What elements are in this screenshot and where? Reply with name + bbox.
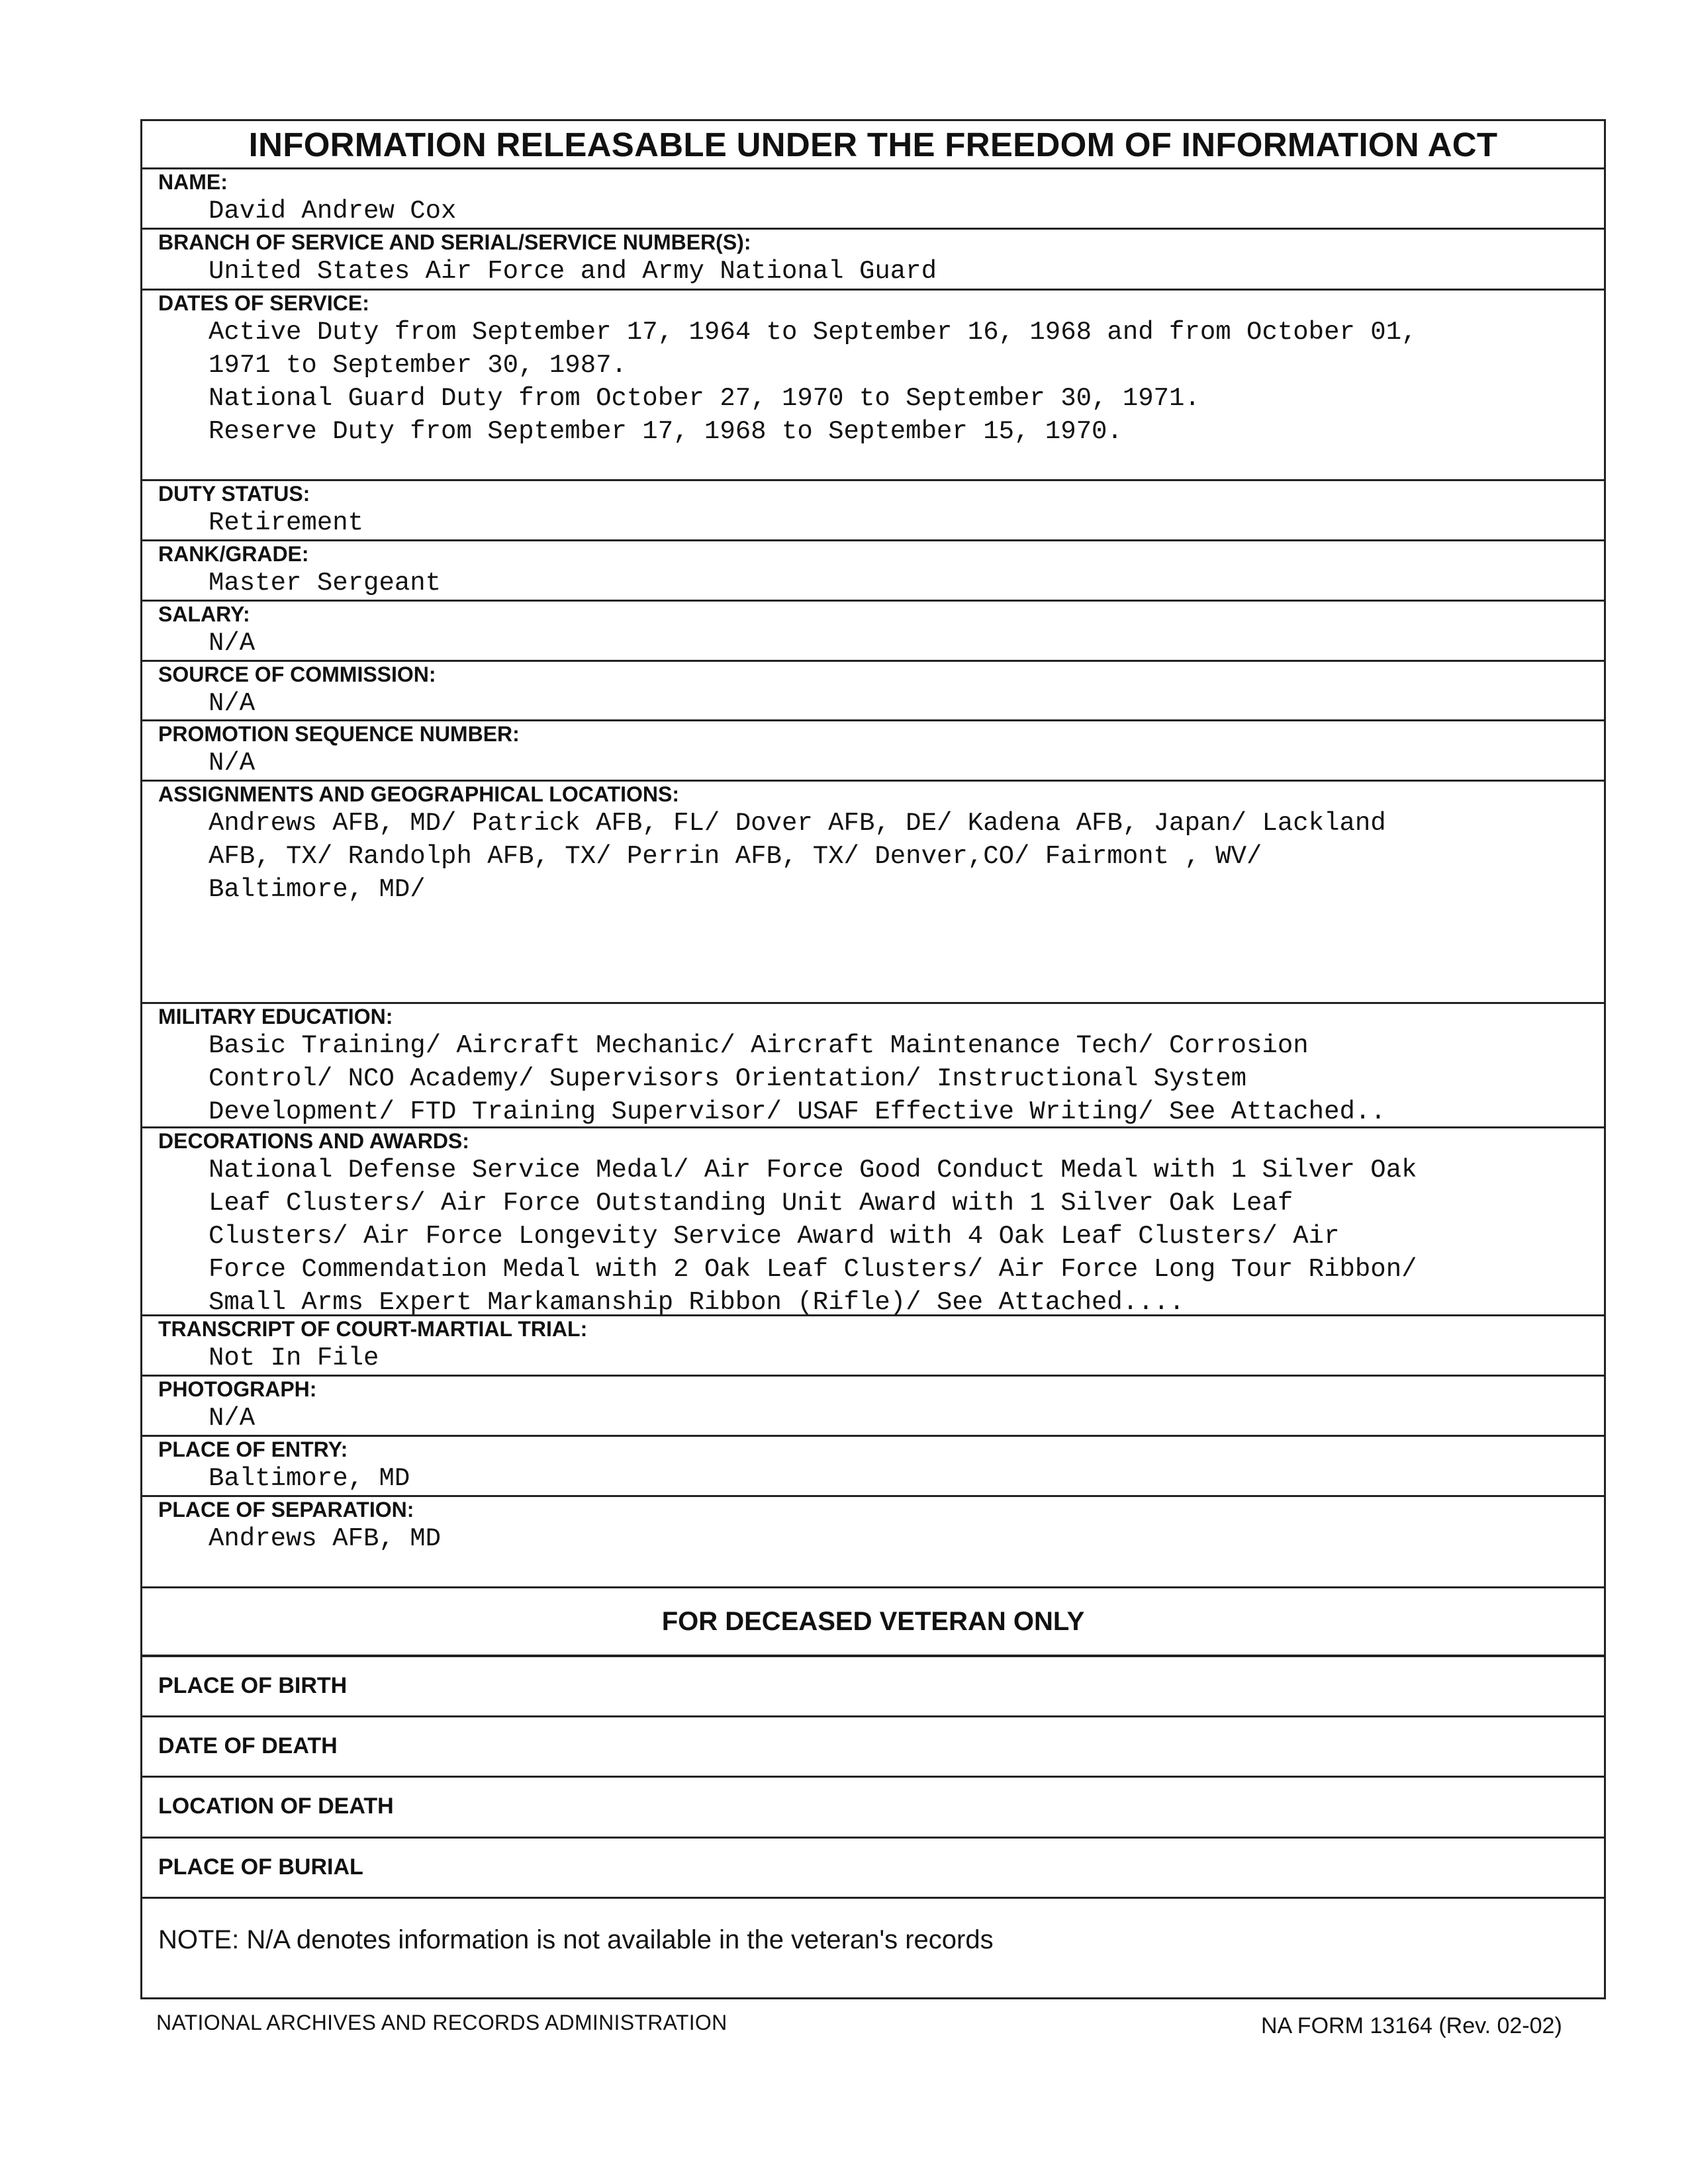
dates-line: National Guard Duty from October 27, 1970 to September 30, 1971. xyxy=(209,384,1200,413)
decorations-line: Clusters/ Air Force Longevity Service Award with 4 Oak Leaf Clusters/ Air xyxy=(209,1222,1340,1251)
place-of-entry-label: PLACE OF ENTRY: xyxy=(158,1437,348,1461)
decorations-line: Leaf Clusters/ Air Force Outstanding Unit Award with 1 Silver Oak Leaf xyxy=(209,1189,1293,1218)
education-section xyxy=(142,1004,1604,1128)
date-of-death-section xyxy=(142,1717,1604,1778)
branch-section xyxy=(142,230,1604,291)
duty-status-label: DUTY STATUS: xyxy=(158,482,310,506)
decorations-line: Force Commendation Medal with 2 Oak Leaf Clusters/ Air Force Long Tour Ribbon/ xyxy=(209,1255,1417,1284)
place-of-separation-section xyxy=(142,1497,1604,1588)
decorations-line: Small Arms Expert Markamanship Ribbon (Rifle)/ See Attached.... xyxy=(209,1288,1185,1316)
promotion-section xyxy=(142,721,1604,782)
education-line: Control/ NCO Academy/ Supervisors Orientation/ Instructional System xyxy=(209,1064,1247,1093)
name-value: David Andrew Cox xyxy=(209,197,457,226)
place-of-entry-value: Baltimore, MD xyxy=(209,1464,410,1493)
salary-label: SALARY: xyxy=(158,602,250,626)
place-of-burial-label: PLACE OF BURIAL xyxy=(158,1854,363,1880)
location-of-death-section xyxy=(142,1778,1604,1839)
place-of-entry-section xyxy=(142,1437,1604,1497)
duty-status-section xyxy=(142,481,1604,541)
duty-status-value: Retirement xyxy=(209,508,364,537)
place-of-separation-value: Andrews AFB, MD xyxy=(209,1524,442,1553)
assignments-line: Andrews AFB, MD/ Patrick AFB, FL/ Dover AFB, DE/ Kadena AFB, Japan/ Lackland xyxy=(209,809,1386,838)
place-of-separation-label: PLACE OF SEPARATION: xyxy=(158,1498,414,1522)
court-martial-section xyxy=(142,1316,1604,1377)
name-label: NAME: xyxy=(158,170,228,194)
promotion-value: N/A xyxy=(209,749,256,778)
court-martial-value: Not In File xyxy=(209,1343,379,1373)
branch-label: BRANCH OF SERVICE AND SERIAL/SERVICE NUMBER(S): xyxy=(158,230,751,254)
education-label: MILITARY EDUCATION: xyxy=(158,1005,393,1028)
photograph-label: PHOTOGRAPH: xyxy=(158,1377,317,1401)
photograph-section xyxy=(142,1377,1604,1437)
assignments-section xyxy=(142,782,1604,1004)
date-of-death-label: DATE OF DEATH xyxy=(158,1733,338,1758)
photograph-value: N/A xyxy=(209,1404,256,1433)
dates-label: DATES OF SERVICE: xyxy=(158,291,369,315)
assignments-line: AFB, TX/ Randolph AFB, TX/ Perrin AFB, TX/ Denver,CO/ Fairmont , WV/ xyxy=(209,842,1262,871)
branch-value: United States Air Force and Army National Guard xyxy=(209,257,937,286)
assignments-line: Baltimore, MD/ xyxy=(209,875,426,904)
decorations-section xyxy=(142,1128,1604,1316)
name-section xyxy=(142,169,1604,230)
commission-section xyxy=(142,662,1604,721)
agency-name: NATIONAL ARCHIVES AND RECORDS ADMINISTRATION xyxy=(156,2011,727,2034)
rank-label: RANK/GRADE: xyxy=(158,542,309,566)
note-text: NOTE: N/A denotes information is not available in the veteran's records xyxy=(158,1925,994,1954)
court-martial-label: TRANSCRIPT OF COURT-MARTIAL TRIAL: xyxy=(158,1317,588,1341)
location-of-death-label: LOCATION OF DEATH xyxy=(158,1794,394,1819)
commission-value: N/A xyxy=(209,689,256,718)
place-of-burial-section xyxy=(142,1839,1604,1899)
rank-value: Master Sergeant xyxy=(209,569,442,598)
rank-section xyxy=(142,541,1604,602)
assignments-label: ASSIGNMENTS AND GEOGRAPHICAL LOCATIONS: xyxy=(158,782,679,806)
salary-section xyxy=(142,602,1604,662)
note-section xyxy=(142,1899,1604,1999)
dates-line: Reserve Duty from September 17, 1968 to September 15, 1970. xyxy=(209,417,1123,446)
education-line: Basic Training/ Aircraft Mechanic/ Aircraft Maintenance Tech/ Corrosion xyxy=(209,1031,1309,1060)
foia-form xyxy=(140,119,1606,1999)
education-line: Development/ FTD Training Supervisor/ USAF Effective Writing/ See Attached.. xyxy=(209,1097,1386,1126)
place-of-birth-section xyxy=(142,1657,1604,1717)
decorations-line: National Defense Service Medal/ Air Force Good Conduct Medal with 1 Silver Oak xyxy=(209,1156,1417,1185)
deceased-veteran-heading: FOR DECEASED VETERAN ONLY xyxy=(142,1588,1604,1657)
form-number: NA FORM 13164 (Rev. 02-02) xyxy=(1261,2013,1562,2038)
form-title: INFORMATION RELEASABLE UNDER THE FREEDOM OF INFORMATION ACT xyxy=(142,121,1604,169)
promotion-label: PROMOTION SEQUENCE NUMBER: xyxy=(158,722,520,746)
place-of-birth-label: PLACE OF BIRTH xyxy=(158,1673,348,1698)
salary-value: N/A xyxy=(209,629,256,658)
commission-label: SOURCE OF COMMISSION: xyxy=(158,662,436,686)
decorations-label: DECORATIONS AND AWARDS: xyxy=(158,1129,469,1153)
dates-line: Active Duty from September 17, 1964 to September 16, 1968 and from October 01, xyxy=(209,318,1417,347)
dates-section xyxy=(142,291,1604,481)
dates-line: 1971 to September 30, 1987. xyxy=(209,351,627,380)
